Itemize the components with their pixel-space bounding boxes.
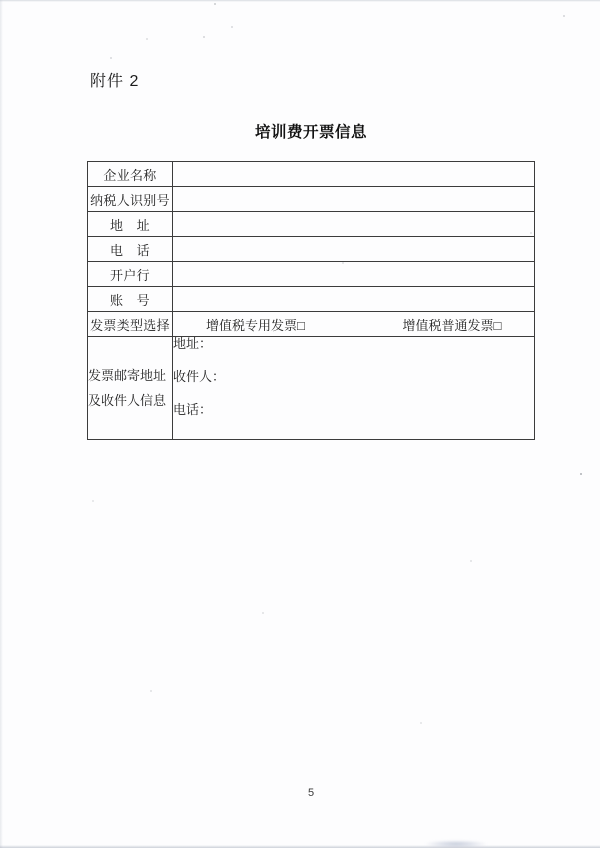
mailing-field-recipient: 收件人： [173,369,226,384]
row-label: 电 话 [88,237,173,262]
mailing-label-line2: 及收件人信息 [88,393,167,408]
row-label: 纳税人识别号 [88,187,173,212]
table-row-phone [88,237,535,262]
table-row-address [88,212,535,237]
row-value-cell [173,162,535,187]
invoice-type-option-special-label: 增值税专用发票 [206,317,298,333]
row-value-cell [173,287,535,312]
mailing-field-phone: 电话： [173,402,213,417]
mailing-field-address: 地址： [173,336,213,351]
checkbox-vat-special-invoice: □ [297,317,305,333]
invoice-type-option-ordinary-label: 增值税普通发票 [402,317,494,333]
row-label: 发票类型选择 [88,312,173,337]
row-label [88,337,173,440]
row-label: 地 址 [88,212,173,237]
table-row-taxpayer-id [88,187,535,212]
scan-noise-specks [0,0,2,2]
invoice-type-option-ordinary [403,315,502,334]
mailing-label-line1: 发票邮寄地址 [88,368,167,383]
row-label: 企业名称 [88,162,173,187]
invoice-type-row [88,312,535,337]
row-value-cell [173,237,535,262]
table-row-company-name [88,162,535,187]
invoice-type-option-special [206,315,305,334]
table-row-account-number [88,287,535,312]
row-value-cell [173,212,535,237]
invoice-type-options-cell [173,312,535,337]
mailing-fields-cell [173,337,535,440]
scan-edge-left [0,0,3,848]
page-title: 培训费开票信息 [254,124,367,141]
invoice-info-table [87,161,535,440]
row-value-cell [173,262,535,287]
checkbox-vat-ordinary-invoice: □ [493,317,502,333]
table-row-bank [88,262,535,287]
mailing-info-row [88,337,535,440]
row-value-cell [173,187,535,212]
row-label: 开户行 [88,262,173,287]
page-number: 5 [307,787,315,799]
scan-edge-top [0,0,600,2]
attachment-label: 附件 2 [90,73,140,90]
row-label: 账 号 [88,287,173,312]
